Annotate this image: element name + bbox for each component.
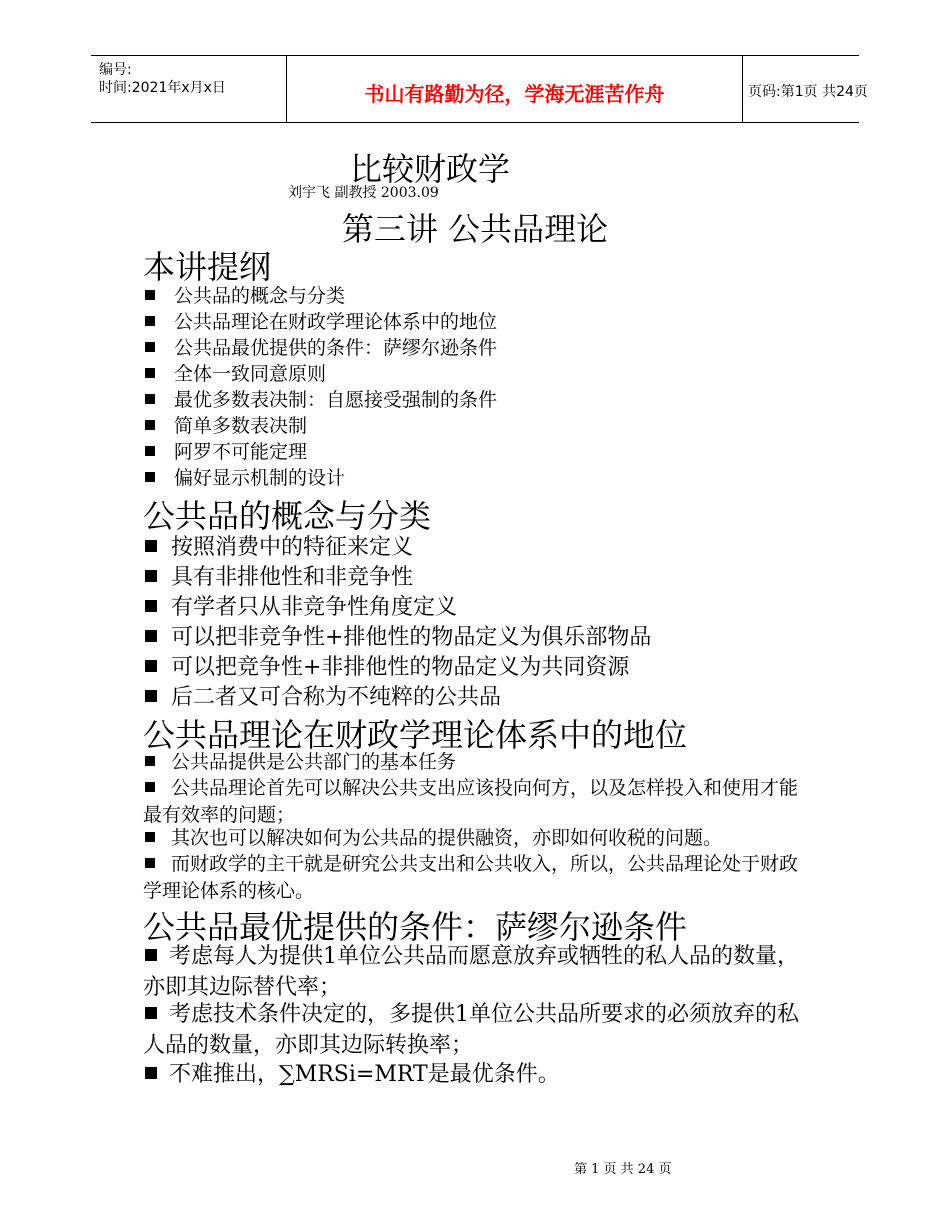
- section3-heading: 公共品最优提供的条件：萨缪尔逊条件: [143, 908, 688, 946]
- section2-paragraph: 而财政学的主干就是研究公共支出和公共收入，所以，公共品理论处于财政学理论体系的核心。: [143, 853, 799, 902]
- document-number-label: 编号:: [99, 62, 132, 78]
- section2-paragraph: 公共品理论首先可以解决公共支出应该投向何方，以及怎样投入和使用才能最有效率的问题；: [143, 777, 799, 826]
- square-bullet-icon: [145, 660, 157, 672]
- section3-paragraph: 考虑技术条件决定的，多提供1单位公共品所要求的必须放弃的私人品的数量，亦即其边际转换率；: [143, 1002, 799, 1058]
- section1-heading: 公共品的概念与分类: [143, 497, 432, 535]
- outline-heading: 本讲提纲: [143, 248, 272, 286]
- lecture-title: 第三讲 公共品理论: [341, 210, 609, 248]
- document-time-label: 时间:2021年x月x日: [99, 80, 226, 96]
- header-left-cell: [91, 56, 286, 122]
- square-bullet-icon: [145, 600, 157, 612]
- square-bullet-icon: [145, 446, 155, 456]
- outline-item: 全体一致同意原则: [143, 359, 326, 386]
- section1-item: 按照消费中的特征来定义: [143, 530, 413, 561]
- outline-item: 简单多数表决制: [143, 411, 307, 438]
- section2-paragraph: 其次也可以解决如何为公共品的提供融资，亦即如何收税的问题。: [143, 825, 803, 852]
- square-bullet-icon: [145, 949, 157, 961]
- square-bullet-icon: [145, 782, 155, 792]
- header-motto-cell: [286, 56, 743, 122]
- outline-item: 阿罗不可能定理: [143, 437, 307, 464]
- square-bullet-icon: [145, 540, 157, 552]
- outline-item: 公共品最优提供的条件：萨缪尔逊条件: [143, 333, 497, 360]
- section1-item: 可以把竞争性+非排他性的物品定义为共同资源: [143, 650, 629, 681]
- square-bullet-icon: [145, 832, 155, 842]
- square-bullet-icon: [145, 368, 155, 378]
- page-info-label: 页码:第1页 共24页: [748, 84, 868, 100]
- square-bullet-icon: [145, 630, 157, 642]
- section2-paragraph: 公共品提供是公共部门的基本任务: [143, 749, 803, 776]
- square-bullet-icon: [145, 756, 155, 766]
- document-title: 比较财政学: [349, 150, 510, 188]
- section1-item: 有学者只从非竞争性角度定义: [143, 590, 457, 621]
- square-bullet-icon: [145, 290, 155, 300]
- square-bullet-icon: [145, 570, 157, 582]
- footer-page-number: 第 1 页 共 24 页: [574, 1162, 672, 1177]
- square-bullet-icon: [145, 472, 155, 482]
- section1-item: 具有非排他性和非竞争性: [143, 560, 413, 591]
- outline-item: 最优多数表决制：自愿接受强制的条件: [143, 385, 497, 412]
- section2-heading: 公共品理论在财政学理论体系中的地位: [143, 716, 688, 754]
- square-bullet-icon: [145, 316, 155, 326]
- author-line: 刘宇飞 副教授 2003.09: [288, 185, 439, 201]
- motto-text: 书山有路勤为径，学海无涯苦作舟: [364, 82, 665, 106]
- header-page-cell: [742, 56, 868, 122]
- square-bullet-icon: [145, 858, 155, 868]
- section3-paragraph: 考虑每人为提供1单位公共品而愿意放弃或牺牲的私人品的数量，亦即其边际替代率；: [143, 944, 799, 1000]
- section1-item: 后二者又可合称为不纯粹的公共品: [143, 680, 501, 711]
- section1-item: 可以把非竞争性+排他性的物品定义为俱乐部物品: [143, 620, 651, 651]
- outline-item: 公共品理论在财政学理论体系中的地位: [143, 307, 497, 334]
- square-bullet-icon: [145, 342, 155, 352]
- square-bullet-icon: [145, 1007, 157, 1019]
- square-bullet-icon: [145, 690, 157, 702]
- square-bullet-icon: [145, 394, 155, 404]
- outline-item: 公共品的概念与分类: [143, 281, 345, 308]
- outline-item: 偏好显示机制的设计: [143, 463, 345, 490]
- section3-paragraph: 不难推出，∑MRSi=MRT是最优条件。: [143, 1059, 803, 1090]
- square-bullet-icon: [145, 420, 155, 430]
- square-bullet-icon: [145, 1067, 157, 1079]
- header-table: [91, 55, 868, 123]
